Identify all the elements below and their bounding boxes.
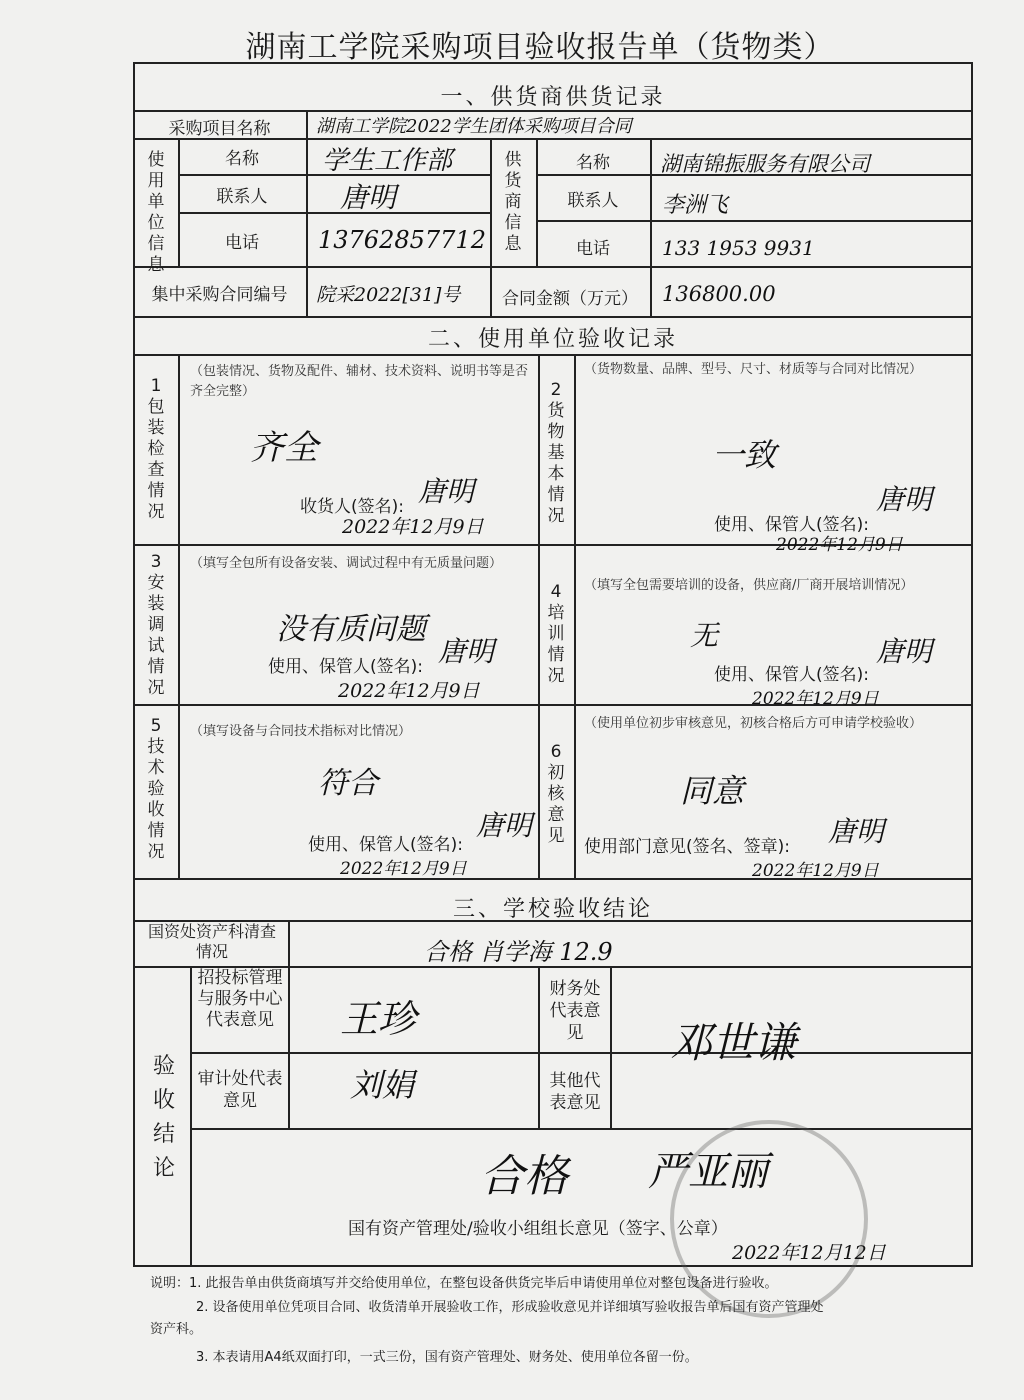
section1-header: 一、供货商供货记录	[440, 85, 666, 110]
c3-date: 2022年12月9日	[338, 680, 480, 702]
user-unit-label: 使用单位信息	[147, 150, 165, 275]
c1-signature: 唐明	[418, 475, 475, 508]
c6-date: 2022年12月9日	[752, 861, 879, 881]
other-label: 其他代表意见	[549, 1071, 601, 1113]
audit-label: 审计处代表意见	[197, 1069, 283, 1111]
c3-signature: 唐明	[438, 635, 495, 668]
c2-label: 2货物基本情况	[547, 380, 565, 526]
contract-no-value: 院采2022[31]号	[316, 284, 461, 306]
c1-label: 1包装检查情况	[147, 376, 165, 522]
c3-sign-label: 使用、保管人(签名):	[268, 657, 423, 677]
c6-signature: 唐明	[828, 815, 885, 848]
contract-amount-label: 合同金额（万元）	[502, 289, 638, 309]
c6-value: 同意	[680, 772, 745, 810]
c6-sign-label: 使用部门意见(签名、签章):	[584, 837, 790, 857]
user-contact-label: 联系人	[216, 187, 268, 207]
c2-sign-label: 使用、保管人(签名):	[714, 515, 869, 535]
acceptance-side-label: 验收结论	[152, 1054, 175, 1181]
document-title: 湖南工学院采购项目验收报告单（货物类）	[245, 30, 835, 65]
supplier-name-label: 名称	[576, 153, 610, 173]
c3-hint: （填写全包所有设备安装、调试过程中有无质量问题）	[190, 556, 503, 571]
c2-hint: （货物数量、品牌、型号、尺寸、材质等与合同对比情况）	[584, 362, 923, 377]
c6-hint: （使用单位初步审核意见，初核合格后方可申请学校验收）	[584, 716, 923, 731]
final-signature: 严亚丽	[648, 1149, 768, 1195]
section2-header: 二、使用单位验收记录	[427, 327, 678, 352]
supplier-phone-label: 电话	[576, 239, 610, 259]
supplier-contact-label: 联系人	[567, 191, 619, 211]
contract-amount-value: 136800.00	[662, 282, 776, 306]
final-date: 2022年12月12日	[732, 1242, 886, 1264]
c5-date: 2022年12月9日	[340, 859, 467, 879]
section3-header: 三、学校验收结论	[452, 897, 653, 922]
c5-label: 5技术验收情况	[147, 716, 165, 862]
c2-signature: 唐明	[876, 483, 933, 516]
supplier-name-value: 湖南锦振服务有限公司	[660, 152, 870, 176]
c4-sign-label: 使用、保管人(签名):	[714, 665, 869, 685]
user-name-label: 名称	[225, 149, 259, 169]
c4-date: 2022年12月9日	[752, 689, 879, 709]
c4-hint: （填写全包需要培训的设备，供应商/厂商开展培训情况）	[584, 578, 914, 593]
project-name-value: 湖南工学院2022学生团体采购项目合同	[316, 116, 632, 137]
finance-signature: 邓世谦	[670, 1018, 797, 1067]
final-value: 合格	[480, 1151, 568, 1202]
c2-date: 2022年12月9日	[776, 535, 903, 555]
c1-value: 齐全	[250, 428, 318, 468]
c1-hint: （包装情况、货物及配件、辅材、技术资料、说明书等是否齐全完整）	[190, 364, 529, 399]
c3-value: 没有质问题	[276, 612, 426, 647]
supplier-label: 供货商信息	[504, 150, 522, 254]
bid-center-signature: 王珍	[340, 997, 417, 1041]
user-contact-value: 唐明	[340, 181, 397, 214]
c1-sign-label: 收货人(签名):	[300, 497, 404, 517]
c4-signature: 唐明	[876, 635, 933, 668]
c4-label: 4培训情况	[547, 582, 565, 686]
supplier-phone-value: 133 1953 9931	[662, 236, 815, 260]
supplier-contact-value: 李洲飞	[662, 193, 729, 218]
c5-sign-label: 使用、保管人(签名):	[308, 835, 463, 855]
c6-label: 6初核意见	[547, 742, 565, 846]
c5-value: 符合	[318, 766, 378, 801]
note-2b: 资产科。	[150, 1322, 203, 1337]
note-1: 说明：1. 此报告单由供货商填写并交给使用单位，在整包设备供货完毕后申请使用单位对整包设备进行验收。	[150, 1276, 778, 1291]
final-sign-label: 国有资产管理处/验收小组组长意见（签字、公章）	[348, 1219, 728, 1239]
contract-no-label: 集中采购合同编号	[151, 285, 288, 305]
project-name-label: 采购项目名称	[168, 119, 271, 139]
asset-check-value: 合格 肖学海 12.9	[424, 938, 613, 966]
c5-hint: （填写设备与合同技术指标对比情况）	[190, 724, 412, 739]
user-name-value: 学生工作部	[322, 146, 453, 176]
asset-check-label: 国资处资产科清查情况	[147, 922, 276, 961]
c5-signature: 唐明	[476, 809, 533, 842]
note-3: 3. 本表请用A4纸双面打印，一式三份，国有资产管理处、财务处、使用单位各留一份。	[196, 1350, 698, 1365]
note-2: 2. 设备使用单位凭项目合同、收货清单开展验收工作，形成验收意见并详细填写验收报告单后国有资产管理处	[196, 1300, 824, 1315]
user-phone-value: 13762857712	[318, 226, 486, 254]
audit-signature: 刘娟	[350, 1066, 415, 1104]
user-phone-label: 电话	[225, 233, 259, 253]
c3-label: 3安装调试情况	[147, 552, 165, 698]
finance-label: 财务处代表意见	[549, 979, 601, 1043]
c2-value: 一致	[712, 436, 777, 474]
c4-value: 无	[690, 619, 719, 652]
c1-date: 2022年12月9日	[342, 516, 484, 538]
bid-center-label: 招投标管理与服务中心代表意见	[197, 968, 283, 1030]
